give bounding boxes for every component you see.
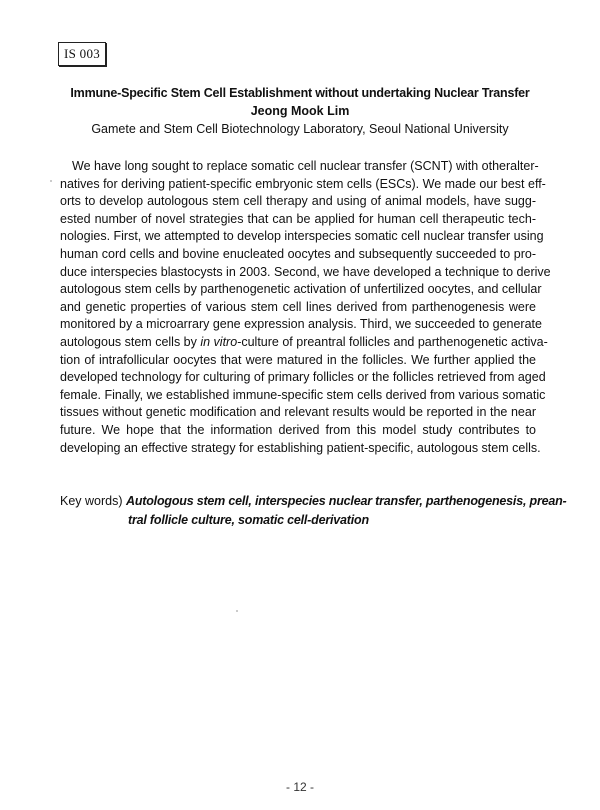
abstract-line: human cord cells and bovine enucleated oocytes and subsequently succeeded to pro- [60,246,536,261]
abstract-line: duce interspecies blastocysts in 2003. Second, we have developed a technique to derive [60,264,551,279]
abstract-line: developed technology for culturing of primary follicles or the follicles retrieved from aged [60,370,546,385]
abstract-code-box: IS 003 [58,42,106,66]
abstract-line: tion of intrafollicular oocytes that were matured in the follicles. We further applied the [60,352,536,367]
abstract-line: autologous stem cells by parthenogenetic activation of unfertilized oocytes, and cellular [60,282,542,297]
abstract-line: developing an effective strategy for establishing patient-specific, autologous stem cells. [60,440,541,455]
scan-speck [236,610,238,612]
paper-title: Immune-Specific Stem Cell Establishment without undertaking Nuclear Transfer [70,86,530,100]
author-name: Jeong Mook Lim [250,104,350,118]
abstract-line-start: autologous stem cells by [60,334,201,349]
abstract-line: nologies. First, we attempted to develop interspecies somatic cell nuclear transfer using [60,229,544,244]
in-vitro-italic: in vitro [200,334,238,349]
page-number: - 12 - [285,780,314,794]
keywords-row [60,492,567,511]
keywords-label: Key words) [60,494,123,508]
abstract-line: natives for deriving patient-specific embryonic stem cells (ESCs). We made our best eff- [60,176,546,191]
abstract-line: future. We hope that the information derived from this model study contributes to [60,422,536,437]
abstract-line [60,334,548,352]
abstract-line: ested number of novel strategies that can be applied for human cell therapeutic tech- [60,211,536,226]
abstract-line: orts to develop autologous stem cell therapy and using of animal models, have sugg- [60,194,536,209]
abstract-line: and genetic properties of various stem cell lines derived from parthenogenesis were [60,299,536,314]
keywords-text-continued: tral follicle culture, somatic cell-derivation [128,513,369,527]
abstract-line: female. Finally, we established immune-specific stem cells derived from various somatic [60,387,546,402]
abstract-line: monitored by a microarrary gene expression analysis. Third, we succeeded to generate [60,317,542,332]
abstract-line: tissues without genetic modification and relevant results would be reported in the near [60,405,536,420]
keywords-text: Autologous stem cell, interspecies nuclear transfer, parthenogenesis, prean- [126,494,567,508]
author-affiliation: Gamete and Stem Cell Biotechnology Laboratory, Seoul National University [91,122,509,136]
keywords-block [60,492,567,530]
scan-speck [50,180,52,182]
abstract-line-end: -culture of preantral follicles and parthenogenetic activa- [237,334,548,349]
abstract-body [60,158,551,457]
abstract-line: We have long sought to replace somatic cell nuclear transfer (SCNT) with otheralter- [72,159,539,173]
